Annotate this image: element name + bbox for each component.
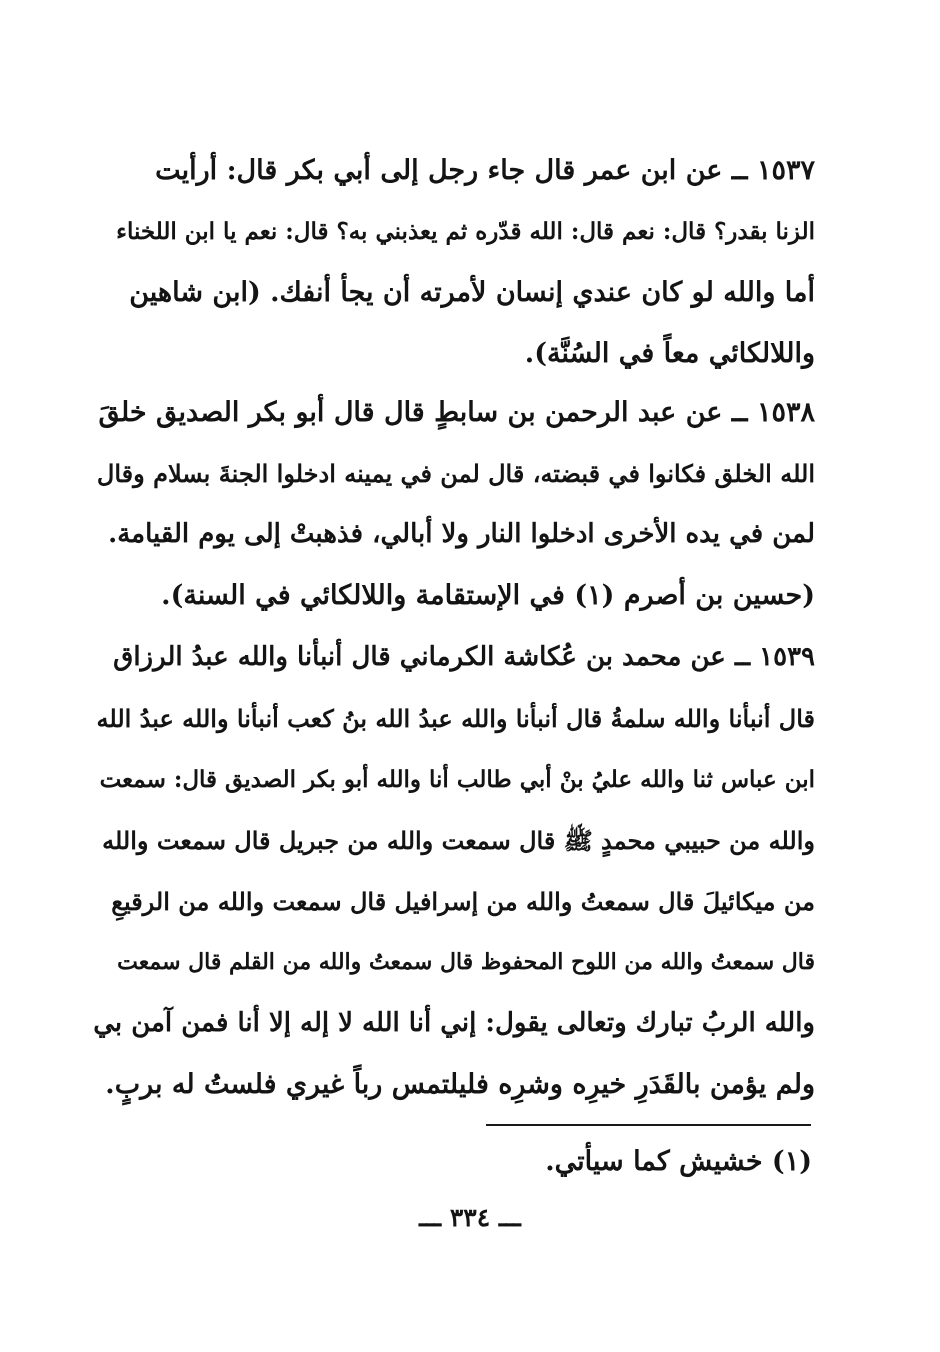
text-line: أما والله لو كان عندي إنسان لأمرته أن يجأ أنفك. (ابن شاهين bbox=[129, 277, 815, 308]
text-line: والله الربُ تبارك وتعالى يقول: إني أنا الله لا إله إلا أنا فمن آمن بي bbox=[93, 1008, 815, 1038]
text-line: الزنا بقدر؟ قال: نعم قال: الله قدّره ثم يعذبني به؟ قال: نعم يا ابن اللخناء bbox=[116, 218, 815, 245]
text-line: ١٥٣٩ ــ عن محمد بن عُكاشة الكرماني قال أنبأنا والله عبدُ الرزاق bbox=[113, 642, 815, 672]
footnote: (١) خشيش كما سيأتي. bbox=[545, 1146, 812, 1177]
page-number: ـــ ٣٣٤ ـــ bbox=[419, 1203, 521, 1232]
text-line: (حسين بن أصرم (١) في الإستقامة واللالكائي في السنة). bbox=[161, 580, 815, 611]
text-line: الله الخلق فكانوا في قبضته، قال لمن في يمينه ادخلوا الجنةَ بسلام وقال bbox=[96, 459, 815, 488]
hadith-1537 bbox=[90, 140, 815, 384]
text-line: من ميكائيلَ قال سمعتُ والله من إسرافيل قال سمعت والله من الرقيعِ bbox=[111, 887, 815, 916]
text-line: ١٥٣٨ ــ عن عبد الرحمن بن سابطٍ قال قال أبو بكر الصديق خلقَ bbox=[98, 397, 815, 428]
footnote-divider bbox=[486, 1124, 811, 1126]
text-line: لمن في يده الأخرى ادخلوا النار ولا أبالي، فذهبتْ إلى يوم القيامة. bbox=[108, 519, 815, 549]
text-line: ابن عباس ثنا والله عليُ بنْ أبي طالب أنا والله أبو بكر الصديق قال: سمعت bbox=[99, 766, 815, 793]
hadith-1538 bbox=[90, 382, 815, 626]
text-line: ١٥٣٧ ــ عن ابن عمر قال جاء رجل إلى أبي بكر قال: أرأيت bbox=[155, 155, 815, 186]
text-line: قال أنبأنا والله سلمةُ قال أنبأنا والله عبدُ الله بنُ كعب أنبأنا والله عبدُ الله bbox=[96, 704, 815, 733]
hadith-1539 bbox=[90, 627, 815, 1115]
text-line: قال سمعتُ والله من اللوح المحفوظ قال سمعتُ والله من القلم قال سمعت bbox=[117, 949, 815, 975]
text-line: ولم يؤمن بالقَدَرِ خيرِه وشرِه فليلتمس رباً غيري فلستُ له بربٍ. bbox=[105, 1069, 815, 1100]
text-line: واللالكائي معاً في السُنَّة). bbox=[524, 338, 815, 369]
text-line: والله من حبيبي محمدٍ ﷺ قال سمعت والله من جبريل قال سمعت والله bbox=[102, 826, 815, 855]
